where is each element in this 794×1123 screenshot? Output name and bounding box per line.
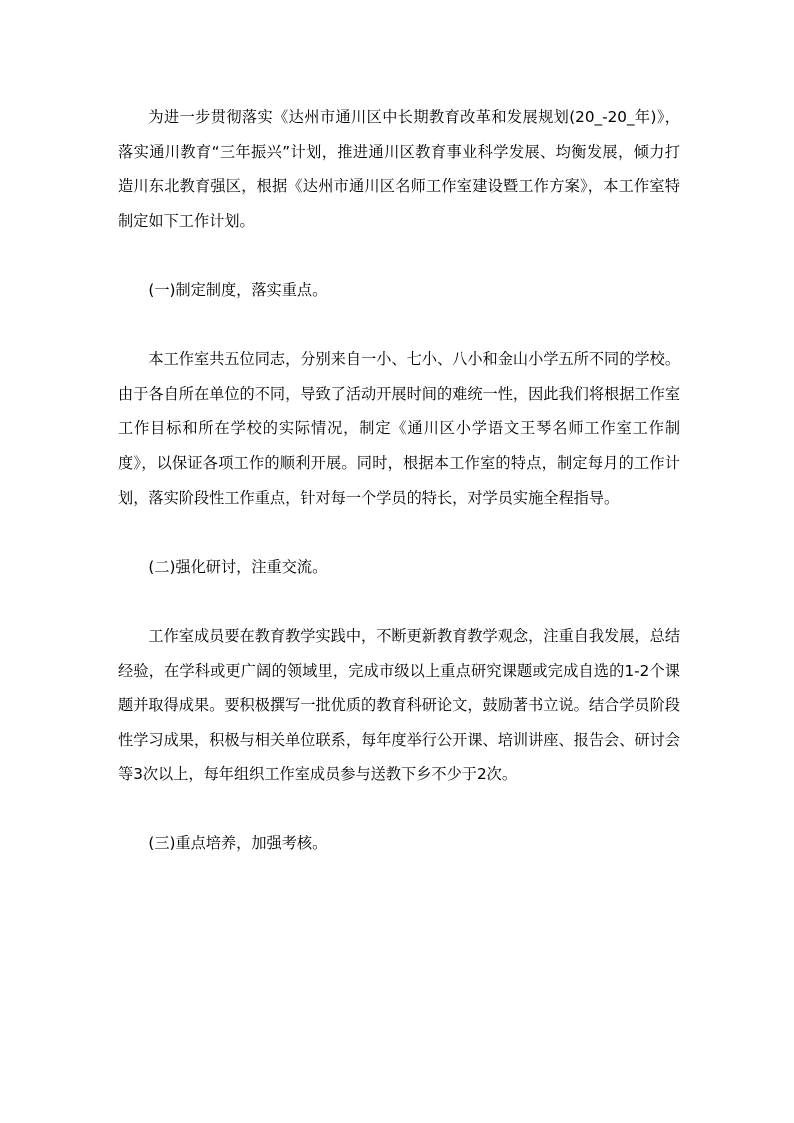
section-heading-3: (三)重点培养，加强考核。 <box>148 834 328 853</box>
document-body <box>118 100 680 861</box>
paragraph-spacer <box>118 584 680 619</box>
paragraph-spacer <box>118 792 680 827</box>
section-1-paragraph: 本工作室共五位同志，分别来自一小、七小、八小和金山小学五所不同的学校。由于各自所在单位的不同，导致了活动开展时间的难统一性，因此我们将根据工作室工作目标和所在学校的实际情况，制定《通川区小学语文王琴名师工作室工作制度》，以保证各项工作的顺利开展。同时，根据本工作室的特点，制定每月的工作计划，落实阶段性工作重点，针对每一个学员的特长，对学员实施全程指导。 <box>118 350 680 507</box>
section-heading-1: (一)制定制度，落实重点。 <box>148 280 328 299</box>
paragraph-spacer <box>118 238 680 273</box>
section-2-paragraph: 工作室成员要在教育教学实践中，不断更新教育教学观念，注重自我发展，总结经验，在学科或更广阔的领域里，完成市级以上重点研究课题或完成自选的1-2个课题并取得成果。要积极撰写一批优质的教育科研论文，鼓励著书立说。结合学员阶段性学习成果，积极与相关单位联系，每年度举行公开课、培训讲座、报告会、研讨会等3次以上，每年组织工作室成员参与送教下乡不少于2次。 <box>118 626 680 784</box>
paragraph-spacer <box>118 515 680 550</box>
intro-paragraph: 为进一步贯彻落实《达州市通川区中长期教育改革和发展规划(20_-20_年)》，落实通川教育“三年振兴”计划，推进通川区教育事业科学发展、均衡发展，倾力打造川东北教育强区，根据《达州市通川区名师工作室建设暨工作方案》，本工作室特制定如下工作计划。 <box>118 108 680 230</box>
section-heading-2: (二)强化研讨，注重交流。 <box>148 557 328 576</box>
paragraph-spacer <box>118 308 680 343</box>
